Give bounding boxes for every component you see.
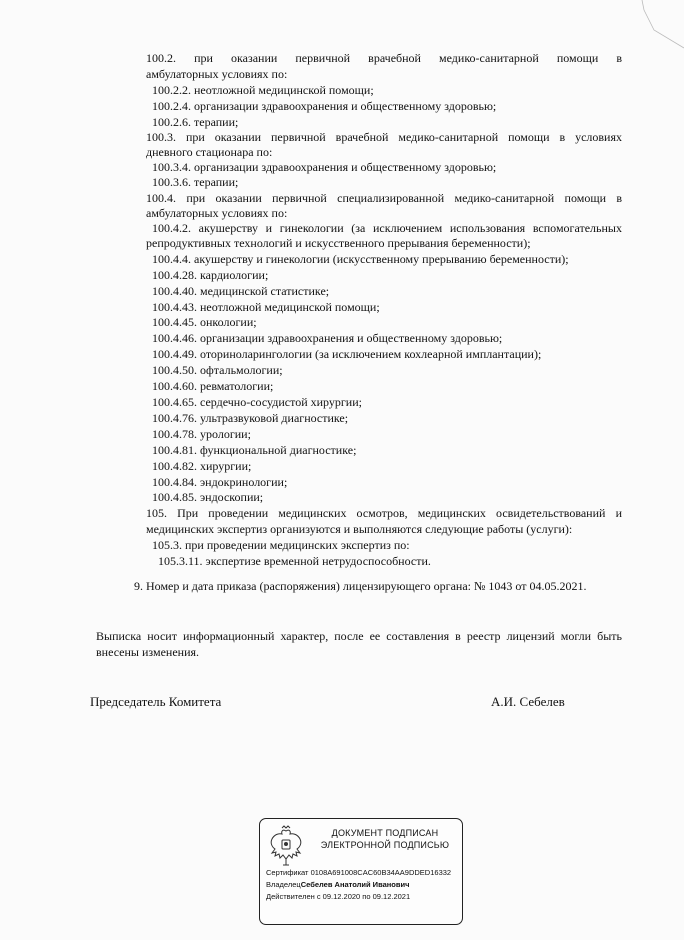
- signature-position: Председатель Комитета: [90, 694, 222, 709]
- line-100-4-50: 100.4.50. офтальмологии;: [152, 363, 283, 377]
- coat-of-arms-icon: [266, 825, 306, 869]
- stamp-owner-label: Владелец: [266, 880, 301, 889]
- stamp-owner: [266, 880, 459, 890]
- stamp-owner-value: Себелев Анатолий Иванович: [300, 880, 410, 889]
- line-100-3-cont: дневного стационара по:: [146, 145, 273, 159]
- line-100-4-45: 100.4.45. онкологии;: [152, 315, 257, 329]
- line-105-3: 105.3. при проведении медицинских экспертиз по:: [152, 538, 410, 552]
- line-105-cont: медицинских экспертиз организуются и выполняются следующие работы (услуги):: [146, 522, 573, 536]
- line-100-4-81: 100.4.81. функциональной диагностике;: [152, 443, 357, 457]
- line-100-2-4: 100.2.4. организации здравоохранения и общественному здоровью;: [152, 99, 497, 113]
- line-100-2: 100.2. при оказании первичной врачебной медико-санитарной помощи в: [146, 51, 623, 65]
- line-100-4-43: 100.4.43. неотложной медицинской помощи;: [152, 300, 380, 314]
- line-100-4-49: 100.4.49. оториноларингологии (за исключением кохлеарной имплантации);: [152, 347, 542, 361]
- line-100-4-82: 100.4.82. хирургии;: [152, 459, 252, 473]
- note-line-2: внесены изменения.: [96, 645, 200, 659]
- note-line-1: Выписка носит информационный характер, после ее составления в реестр лицензий могли быть: [96, 629, 622, 643]
- line-105: 105. При проведении медицинских осмотров, медицинских освидетельствований и: [146, 506, 622, 520]
- line-100-4: 100.4. при оказании первичной специализированной медико-санитарной помощи в: [146, 191, 622, 205]
- signature-name: А.И. Себелев: [491, 694, 565, 709]
- page-corner-fold: [624, 0, 684, 50]
- line-100-4-2-cont: репродуктивных технологий и искусственного прерывания беременности);: [146, 236, 531, 250]
- line-100-3-6: 100.3.6. терапии;: [152, 175, 239, 189]
- stamp-certificate-value: 0108A691008CAC60B34AA9DDED16332: [310, 868, 452, 877]
- line-100-2-cont: амбулаторных условиях по:: [146, 67, 288, 81]
- line-105-3-11: 105.3.11. экспертизе временной нетрудоспособности.: [158, 554, 431, 568]
- line-100-4-76: 100.4.76. ультразвуковой диагностике;: [152, 411, 349, 425]
- line-100-4-46: 100.4.46. организации здравоохранения и общественному здоровью;: [152, 331, 503, 345]
- stamp-certificate: [266, 868, 459, 878]
- line-100-3-4: 100.3.4. организации здравоохранения и общественному здоровью;: [152, 160, 497, 174]
- line-100-3: 100.3. при оказании первичной врачебной медико-санитарной помощи в условиях: [146, 130, 622, 144]
- order-line: 9. Номер и дата приказа (распоряжения) лицензирующего органа: № 1043 от 04.05.2021.: [134, 579, 587, 593]
- line-100-2-6: 100.2.6. терапии;: [152, 115, 239, 129]
- stamp-title-2: ЭЛЕКТРОННОЙ ПОДПИСЬЮ: [320, 840, 450, 850]
- line-100-4-65: 100.4.65. сердечно-сосудистой хирургии;: [152, 395, 362, 409]
- line-100-4-2: 100.4.2. акушерству и гинекологии (за исключением использования вспомогательных: [152, 221, 622, 235]
- stamp-validity: Действителен с 09.12.2020 по 09.12.2021: [266, 892, 411, 901]
- line-100-4-28: 100.4.28. кардиологии;: [152, 268, 269, 282]
- line-100-2-2: 100.2.2. неотложной медицинской помощи;: [152, 83, 374, 97]
- line-100-4-4: 100.4.4. акушерству и гинекологии (искусственному прерыванию беременности);: [152, 252, 569, 266]
- line-100-4-78: 100.4.78. урологии;: [152, 427, 251, 441]
- line-100-4-cont: амбулаторных условиях по:: [146, 206, 288, 220]
- line-100-4-84: 100.4.84. эндокринологии;: [152, 475, 288, 489]
- line-100-4-60: 100.4.60. ревматологии;: [152, 379, 274, 393]
- line-100-4-85: 100.4.85. эндоскопии;: [152, 490, 264, 504]
- stamp-title-1: ДОКУМЕНТ ПОДПИСАН: [331, 828, 439, 838]
- line-100-4-40: 100.4.40. медицинской статистике;: [152, 284, 330, 298]
- stamp-certificate-label: Сертификат: [266, 868, 309, 877]
- electronic-signature-stamp: [259, 818, 463, 925]
